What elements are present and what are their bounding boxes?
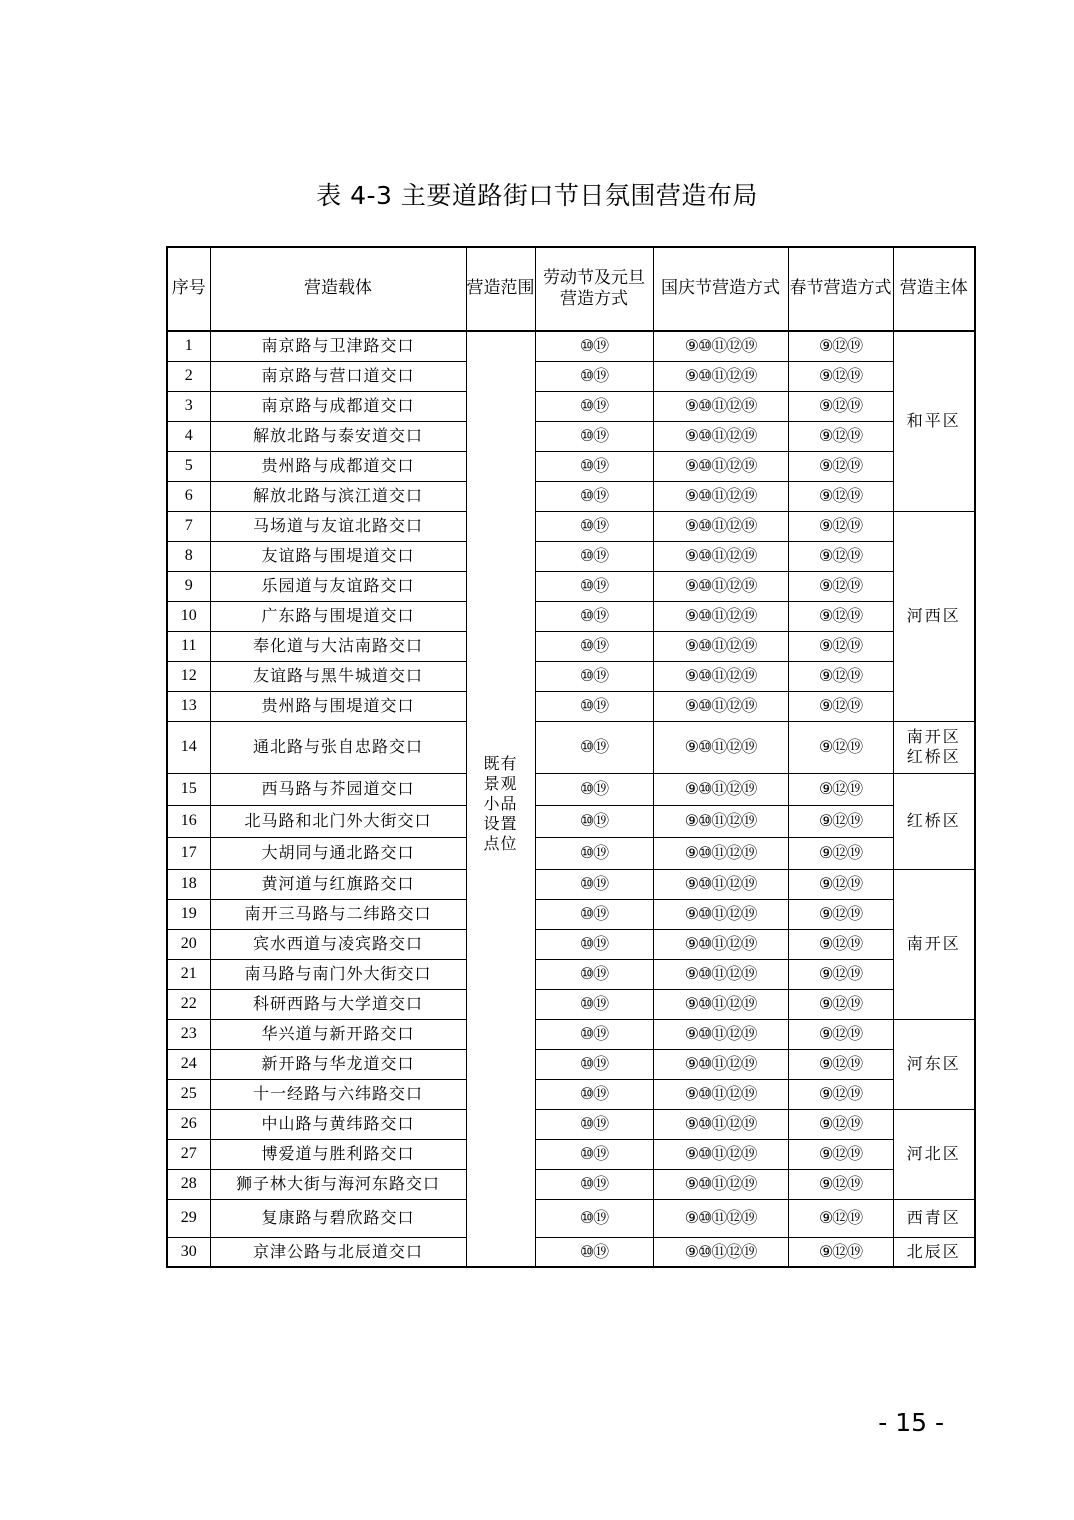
- row-national: ⑨⑩⑪⑫⑲: [653, 1169, 788, 1199]
- row-location: 西马路与芥园道交口: [210, 773, 466, 805]
- row-location: 复康路与碧欣路交口: [210, 1199, 466, 1237]
- row-national: ⑨⑩⑪⑫⑲: [653, 1049, 788, 1079]
- row-no: 23: [167, 1019, 210, 1049]
- row-location: 南开三马路与二纬路交口: [210, 899, 466, 929]
- row-location: 南京路与营口道交口: [210, 361, 466, 391]
- table-row: [167, 571, 975, 601]
- row-spring: ⑨⑫⑲: [788, 361, 893, 391]
- row-spring: ⑨⑫⑲: [788, 451, 893, 481]
- row-no: 4: [167, 421, 210, 451]
- row-national: ⑨⑩⑪⑫⑲: [653, 1019, 788, 1049]
- district-nankai-hongqiao-label: 南开区红桥区: [906, 727, 961, 766]
- row-spring: ⑨⑫⑲: [788, 421, 893, 451]
- header-labor: 劳动节及元旦营造方式: [535, 247, 653, 331]
- row-labor: ⑩⑲: [535, 805, 653, 837]
- row-spring: ⑨⑫⑲: [788, 541, 893, 571]
- district-xiqing: 西青区: [893, 1199, 975, 1237]
- row-labor: ⑩⑲: [535, 929, 653, 959]
- table-row: [167, 1237, 975, 1267]
- row-location: 广东路与围堤道交口: [210, 601, 466, 631]
- row-national: ⑨⑩⑪⑫⑲: [653, 1139, 788, 1169]
- row-no: 2: [167, 361, 210, 391]
- row-no: 18: [167, 869, 210, 899]
- row-location: 科研西路与大学道交口: [210, 989, 466, 1019]
- table-row: [167, 989, 975, 1019]
- row-no: 15: [167, 773, 210, 805]
- header-scope: 营造范围: [466, 247, 535, 331]
- table-row: [167, 511, 975, 541]
- row-spring: ⑨⑫⑲: [788, 989, 893, 1019]
- row-labor: ⑩⑲: [535, 691, 653, 721]
- row-location: 贵州路与围堤道交口: [210, 691, 466, 721]
- header-seq: 序号: [167, 247, 210, 331]
- row-no: 1: [167, 331, 210, 361]
- row-spring: ⑨⑫⑲: [788, 1237, 893, 1267]
- header-row: [167, 247, 975, 331]
- table-row: [167, 929, 975, 959]
- row-location: 新开路与华龙道交口: [210, 1049, 466, 1079]
- row-location: 博爱道与胜利路交口: [210, 1139, 466, 1169]
- row-spring: ⑨⑫⑲: [788, 571, 893, 601]
- row-national: ⑨⑩⑪⑫⑲: [653, 1109, 788, 1139]
- table-row: [167, 661, 975, 691]
- table-row: [167, 481, 975, 511]
- row-location: 华兴道与新开路交口: [210, 1019, 466, 1049]
- table-row: [167, 361, 975, 391]
- scope-text: 既有景观小品设置点位: [483, 754, 518, 853]
- row-no: 28: [167, 1169, 210, 1199]
- row-labor: ⑩⑲: [535, 1049, 653, 1079]
- district-hedong: 河东区: [893, 1019, 975, 1109]
- district-hongqiao: 红桥区: [893, 773, 975, 869]
- table-row: [167, 959, 975, 989]
- row-spring: ⑨⑫⑲: [788, 959, 893, 989]
- row-no: 21: [167, 959, 210, 989]
- row-spring: ⑨⑫⑲: [788, 1139, 893, 1169]
- table-row: [167, 773, 975, 805]
- row-location: 北马路和北门外大街交口: [210, 805, 466, 837]
- row-spring: ⑨⑫⑲: [788, 331, 893, 361]
- row-location: 马场道与友谊北路交口: [210, 511, 466, 541]
- row-location: 宾水西道与凌宾路交口: [210, 929, 466, 959]
- row-labor: ⑩⑲: [535, 661, 653, 691]
- row-national: ⑨⑩⑪⑫⑲: [653, 631, 788, 661]
- row-labor: ⑩⑲: [535, 511, 653, 541]
- row-national: ⑨⑩⑪⑫⑲: [653, 1237, 788, 1267]
- row-no: 13: [167, 691, 210, 721]
- row-location: 大胡同与通北路交口: [210, 837, 466, 869]
- row-spring: ⑨⑫⑲: [788, 899, 893, 929]
- row-location: 黄河道与红旗路交口: [210, 869, 466, 899]
- row-national: ⑨⑩⑪⑫⑲: [653, 361, 788, 391]
- row-spring: ⑨⑫⑲: [788, 511, 893, 541]
- row-spring: ⑨⑫⑲: [788, 1109, 893, 1139]
- table-row: [167, 1049, 975, 1079]
- page-number: - 15 -: [878, 1408, 944, 1437]
- row-location: 解放北路与滨江道交口: [210, 481, 466, 511]
- row-national: ⑨⑩⑪⑫⑲: [653, 869, 788, 899]
- row-national: ⑨⑩⑪⑫⑲: [653, 899, 788, 929]
- header-carrier: 营造载体: [210, 247, 466, 331]
- row-no: 8: [167, 541, 210, 571]
- row-national: ⑨⑩⑪⑫⑲: [653, 451, 788, 481]
- district-nankai-hongqiao: [893, 721, 975, 773]
- row-national: ⑨⑩⑪⑫⑲: [653, 571, 788, 601]
- row-location: 南京路与成都道交口: [210, 391, 466, 421]
- row-location: 南京路与卫津路交口: [210, 331, 466, 361]
- row-national: ⑨⑩⑪⑫⑲: [653, 331, 788, 361]
- row-labor: ⑩⑲: [535, 361, 653, 391]
- row-location: 友谊路与围堤道交口: [210, 541, 466, 571]
- table-row: [167, 837, 975, 869]
- row-national: ⑨⑩⑪⑫⑲: [653, 989, 788, 1019]
- table-row: [167, 691, 975, 721]
- row-location: 解放北路与泰安道交口: [210, 421, 466, 451]
- row-no: 10: [167, 601, 210, 631]
- row-no: 14: [167, 721, 210, 773]
- row-labor: ⑩⑲: [535, 773, 653, 805]
- row-spring: ⑨⑫⑲: [788, 929, 893, 959]
- row-national: ⑨⑩⑪⑫⑲: [653, 691, 788, 721]
- table-row: [167, 1169, 975, 1199]
- row-no: 27: [167, 1139, 210, 1169]
- header-national: 国庆节营造方式: [653, 247, 788, 331]
- table-row: [167, 1079, 975, 1109]
- row-national: ⑨⑩⑪⑫⑲: [653, 805, 788, 837]
- row-labor: ⑩⑲: [535, 601, 653, 631]
- row-labor: ⑩⑲: [535, 1139, 653, 1169]
- row-spring: ⑨⑫⑲: [788, 1169, 893, 1199]
- header-subject: 营造主体: [893, 247, 975, 331]
- table-row: [167, 805, 975, 837]
- row-location: 中山路与黄纬路交口: [210, 1109, 466, 1139]
- row-spring: ⑨⑫⑲: [788, 661, 893, 691]
- row-national: ⑨⑩⑪⑫⑲: [653, 959, 788, 989]
- row-no: 11: [167, 631, 210, 661]
- table-row: [167, 721, 975, 773]
- row-no: 3: [167, 391, 210, 421]
- table-row: [167, 601, 975, 631]
- row-spring: ⑨⑫⑲: [788, 837, 893, 869]
- row-no: 26: [167, 1109, 210, 1139]
- row-location: 奉化道与大沽南路交口: [210, 631, 466, 661]
- row-labor: ⑩⑲: [535, 541, 653, 571]
- row-labor: ⑩⑲: [535, 1109, 653, 1139]
- district-heping: 和平区: [893, 331, 975, 511]
- row-no: 20: [167, 929, 210, 959]
- row-labor: ⑩⑲: [535, 331, 653, 361]
- header-spring: 春节营造方式: [788, 247, 893, 331]
- row-national: ⑨⑩⑪⑫⑲: [653, 481, 788, 511]
- row-labor: ⑩⑲: [535, 421, 653, 451]
- row-no: 9: [167, 571, 210, 601]
- table-row: [167, 899, 975, 929]
- row-national: ⑨⑩⑪⑫⑲: [653, 541, 788, 571]
- row-labor: ⑩⑲: [535, 391, 653, 421]
- row-no: 17: [167, 837, 210, 869]
- table-title: 表 4-3 主要道路街口节日氛围营造布局: [316, 181, 758, 210]
- row-national: ⑨⑩⑪⑫⑲: [653, 773, 788, 805]
- row-national: ⑨⑩⑪⑫⑲: [653, 391, 788, 421]
- row-location: 南马路与南门外大街交口: [210, 959, 466, 989]
- table-row: [167, 331, 975, 361]
- district-hexi: 河西区: [893, 511, 975, 721]
- row-no: 7: [167, 511, 210, 541]
- district-nankai: 南开区: [893, 869, 975, 1019]
- row-national: ⑨⑩⑪⑫⑲: [653, 929, 788, 959]
- district-hebei: 河北区: [893, 1109, 975, 1199]
- row-spring: ⑨⑫⑲: [788, 721, 893, 773]
- row-labor: ⑩⑲: [535, 481, 653, 511]
- row-labor: ⑩⑲: [535, 631, 653, 661]
- row-national: ⑨⑩⑪⑫⑲: [653, 1199, 788, 1237]
- row-location: 十一经路与六纬路交口: [210, 1079, 466, 1109]
- row-labor: ⑩⑲: [535, 837, 653, 869]
- row-labor: ⑩⑲: [535, 1019, 653, 1049]
- row-labor: ⑩⑲: [535, 1237, 653, 1267]
- row-no: 5: [167, 451, 210, 481]
- row-spring: ⑨⑫⑲: [788, 1079, 893, 1109]
- table-row: [167, 869, 975, 899]
- row-no: 19: [167, 899, 210, 929]
- row-spring: ⑨⑫⑲: [788, 391, 893, 421]
- row-location: 通北路与张自忠路交口: [210, 721, 466, 773]
- layout-table: [166, 246, 976, 1268]
- row-spring: ⑨⑫⑲: [788, 1199, 893, 1237]
- row-labor: ⑩⑲: [535, 1169, 653, 1199]
- row-no: 30: [167, 1237, 210, 1267]
- row-national: ⑨⑩⑪⑫⑲: [653, 721, 788, 773]
- table-row: [167, 1139, 975, 1169]
- row-no: 22: [167, 989, 210, 1019]
- row-spring: ⑨⑫⑲: [788, 805, 893, 837]
- row-labor: ⑩⑲: [535, 1199, 653, 1237]
- table-row: [167, 541, 975, 571]
- row-location: 友谊路与黑牛城道交口: [210, 661, 466, 691]
- table-row: [167, 1109, 975, 1139]
- row-location: 京津公路与北辰道交口: [210, 1237, 466, 1267]
- row-labor: ⑩⑲: [535, 721, 653, 773]
- table-row: [167, 421, 975, 451]
- row-location: 狮子林大街与海河东路交口: [210, 1169, 466, 1199]
- row-national: ⑨⑩⑪⑫⑲: [653, 661, 788, 691]
- row-labor: ⑩⑲: [535, 869, 653, 899]
- row-spring: ⑨⑫⑲: [788, 631, 893, 661]
- table-row: [167, 1199, 975, 1237]
- row-spring: ⑨⑫⑲: [788, 691, 893, 721]
- row-labor: ⑩⑲: [535, 1079, 653, 1109]
- row-labor: ⑩⑲: [535, 989, 653, 1019]
- row-national: ⑨⑩⑪⑫⑲: [653, 511, 788, 541]
- row-no: 25: [167, 1079, 210, 1109]
- row-spring: ⑨⑫⑲: [788, 1019, 893, 1049]
- row-national: ⑨⑩⑪⑫⑲: [653, 421, 788, 451]
- row-spring: ⑨⑫⑲: [788, 1049, 893, 1079]
- row-location: 贵州路与成都道交口: [210, 451, 466, 481]
- row-spring: ⑨⑫⑲: [788, 601, 893, 631]
- row-national: ⑨⑩⑪⑫⑲: [653, 601, 788, 631]
- table-row: [167, 631, 975, 661]
- row-spring: ⑨⑫⑲: [788, 773, 893, 805]
- row-location: 乐园道与友谊路交口: [210, 571, 466, 601]
- row-no: 12: [167, 661, 210, 691]
- row-no: 16: [167, 805, 210, 837]
- row-no: 24: [167, 1049, 210, 1079]
- row-labor: ⑩⑲: [535, 451, 653, 481]
- row-labor: ⑩⑲: [535, 959, 653, 989]
- row-national: ⑨⑩⑪⑫⑲: [653, 1079, 788, 1109]
- district-beichen: 北辰区: [893, 1237, 975, 1267]
- row-no: 29: [167, 1199, 210, 1237]
- table-row: [167, 391, 975, 421]
- table-row: [167, 451, 975, 481]
- table-row: [167, 1019, 975, 1049]
- row-spring: ⑨⑫⑲: [788, 869, 893, 899]
- scope-cell: [466, 331, 535, 1267]
- row-no: 6: [167, 481, 210, 511]
- row-labor: ⑩⑲: [535, 899, 653, 929]
- row-labor: ⑩⑲: [535, 571, 653, 601]
- row-national: ⑨⑩⑪⑫⑲: [653, 837, 788, 869]
- row-spring: ⑨⑫⑲: [788, 481, 893, 511]
